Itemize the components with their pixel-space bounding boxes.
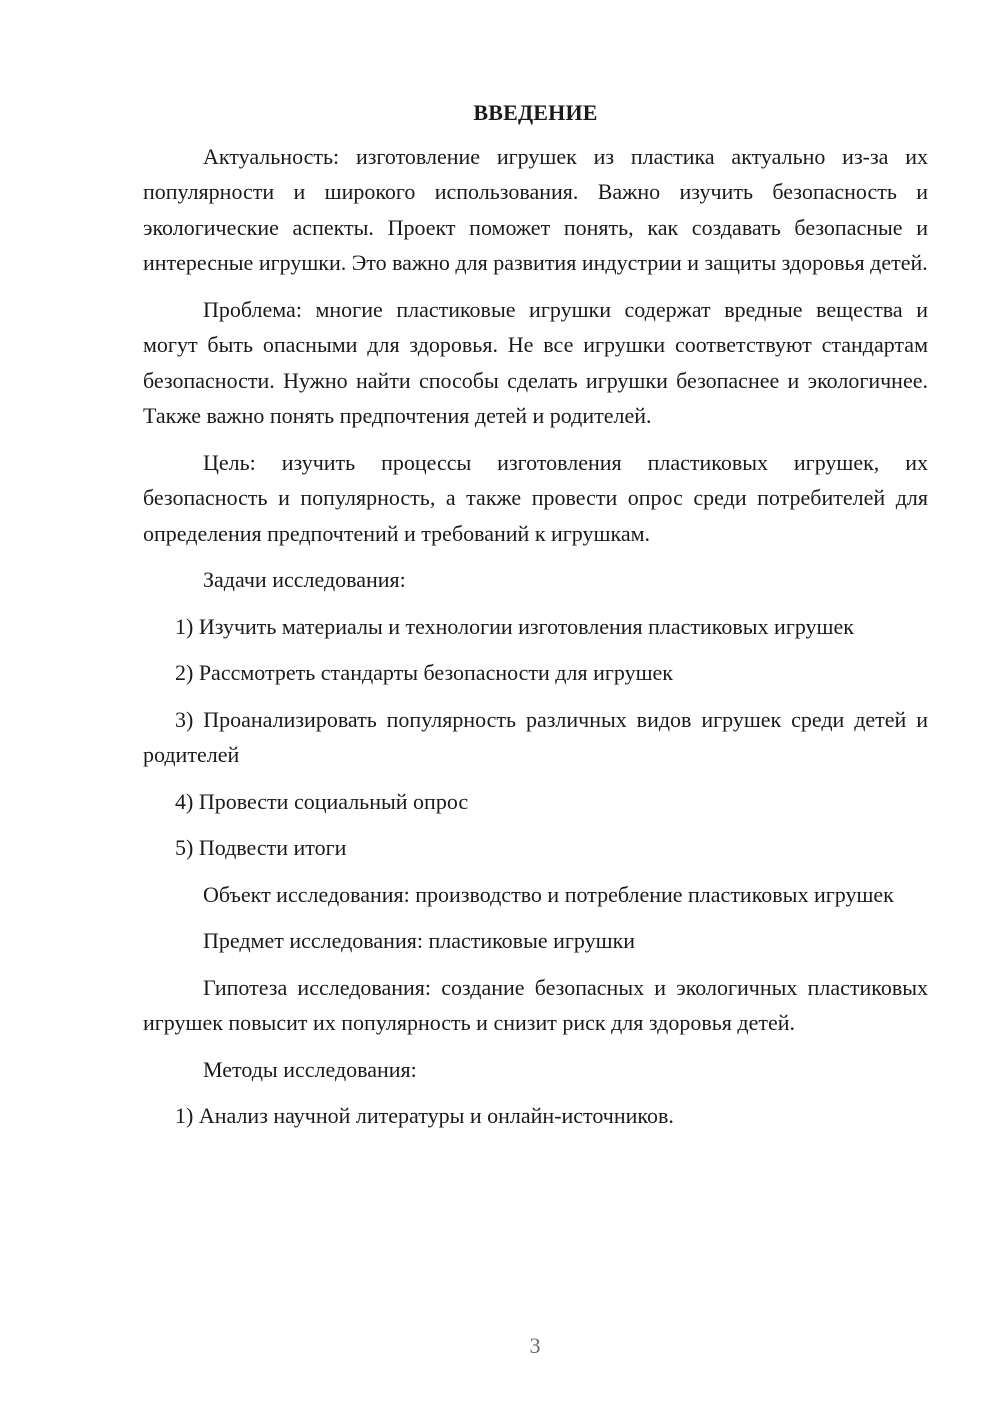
tasks-title: Задачи исследования: (203, 567, 406, 592)
paragraph-hypothesis: Гипотеза исследования: создание безопасных и экологичных пластиковых игрушек повысит их популярность и снизит риск для здоровья детей. (143, 974, 928, 1035)
list-item-task-2: 2) Рассмотреть стандарты безопасности для игрушек (175, 660, 673, 685)
list-item-task-5: 5) Подвести итоги (175, 835, 347, 860)
methods-title: Методы исследования: (203, 1056, 417, 1082)
paragraph-object: Объект исследования: производство и потребление пластиковых игрушек (203, 881, 894, 907)
page-number: 3 (529, 1333, 541, 1358)
paragraph-goal: Цель: изучить процессы изготовления пластиковых игрушек, их безопасность и популярность, а также провести опрос среди потребителей для определения предпочтений и требований к игрушкам. (143, 449, 928, 546)
list-item-task-1: 1) Изучить материалы и технологии изготовления пластиковых игрушек (175, 613, 854, 639)
list-item-method-1: 1) Анализ научной литературы и онлайн-источников. (175, 1103, 674, 1128)
list-item-task-4: 4) Провести социальный опрос (175, 788, 469, 814)
page-title: ВВЕДЕНИЕ (473, 100, 598, 125)
paragraph-subject: Предмет исследования: пластиковые игрушки (203, 928, 636, 953)
page-content (143, 95, 928, 1145)
paragraph-relevance: Актуальность: изготовление игрушек из пластика актуально из-за их популярности и широкого использования. Важно изучить безопасность и экологические аспекты. Проект поможет понять, как создавать безопасные и интересные игрушки. Это важно для развития индустрии и защиты здоровья детей. (143, 143, 928, 275)
paragraph-problem: Проблема: многие пластиковые игрушки содержат вредные вещества и могут быть опасными для здоровья. Не все игрушки соответствуют стандартам безопасности. Нужно найти способы сделать игрушки безопаснее и экологичнее. Также важно понять предпочтения детей и родителей. (143, 296, 928, 428)
list-item-task-3: 3) Проанализировать популярность различных видов игрушек среди детей и родителей (143, 706, 928, 767)
